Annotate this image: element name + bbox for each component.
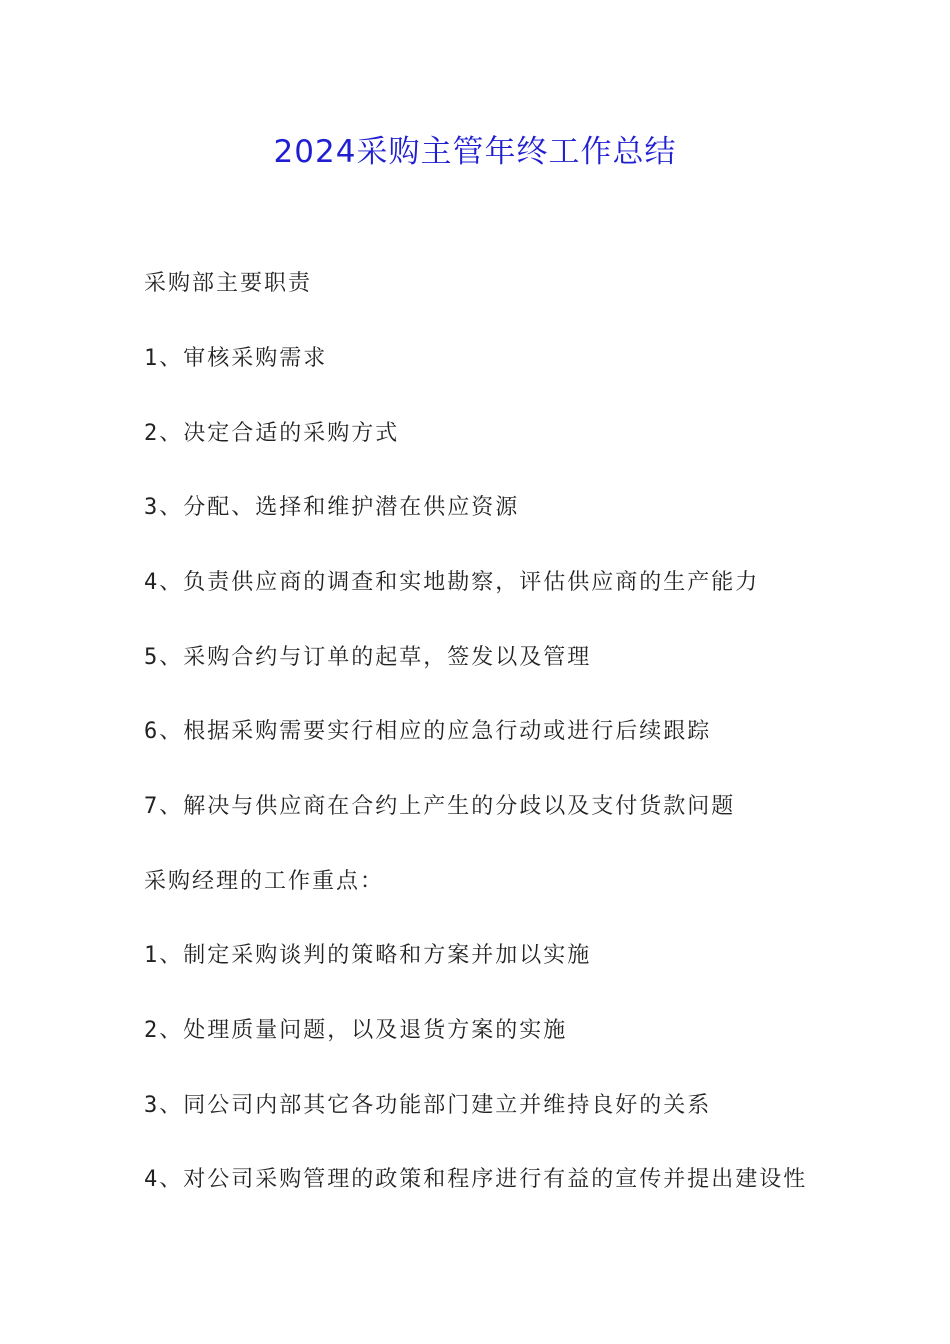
- responsibility-item: 3、分配、选择和维护潜在供应资源: [144, 495, 520, 520]
- focus-item: 2、处理质量问题，以及退货方案的实施: [144, 1018, 568, 1043]
- focus-item: 4、对公司采购管理的政策和程序进行有益的宣传并提出建设性: [144, 1167, 808, 1192]
- responsibility-item: 5、采购合约与订单的起草，签发以及管理: [144, 645, 592, 670]
- focus-item: 1、制定采购谈判的策略和方案并加以实施: [144, 943, 592, 968]
- document-title: 2024采购主管年终工作总结: [273, 134, 677, 170]
- section-heading-responsibilities: 采购部主要职责: [144, 271, 313, 296]
- focus-item: 3、同公司内部其它各功能部门建立并维持良好的关系: [144, 1093, 712, 1118]
- responsibility-item: 1、审核采购需求: [144, 346, 328, 371]
- responsibility-item: 7、解决与供应商在合约上产生的分歧以及支付货款问题: [144, 794, 736, 819]
- responsibility-item: 6、根据采购需要实行相应的应急行动或进行后续跟踪: [144, 719, 712, 744]
- responsibility-item: 2、决定合适的采购方式: [144, 421, 400, 446]
- responsibility-item: 4、负责供应商的调查和实地勘察，评估供应商的生产能力: [144, 570, 760, 595]
- section-heading-focus: 采购经理的工作重点：: [144, 869, 385, 894]
